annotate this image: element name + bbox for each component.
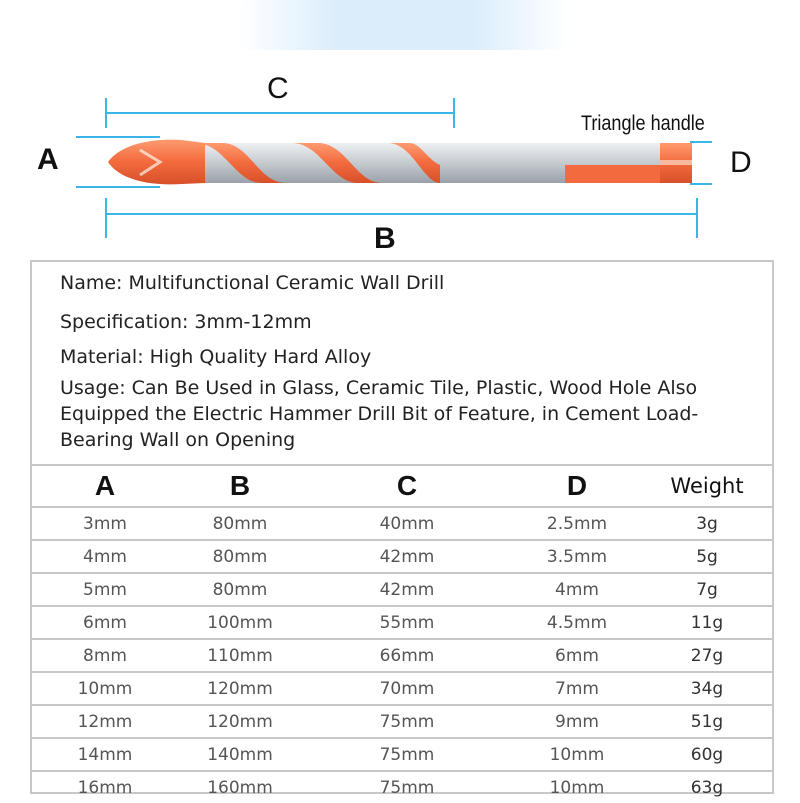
cell-weight: 34g	[642, 672, 772, 705]
cell-d: 3.5mm	[512, 540, 642, 573]
handle-band	[565, 165, 663, 183]
cell-b: 80mm	[178, 573, 302, 606]
cell-c: 42mm	[302, 540, 512, 573]
cell-b: 80mm	[178, 507, 302, 540]
cell-b: 120mm	[178, 705, 302, 738]
cell-a: 10mm	[32, 672, 178, 705]
cell-a: 16mm	[77, 777, 133, 798]
header-d: D	[512, 465, 642, 507]
table-row	[32, 639, 772, 672]
cell-weight: 5g	[642, 540, 772, 573]
table-row	[32, 573, 772, 606]
drill-flute-body	[170, 143, 440, 183]
diagram-label-d: D	[730, 146, 752, 179]
dimension-line-b	[106, 198, 697, 238]
cell-weight: 63g	[690, 777, 724, 798]
cell-b: 80mm	[178, 540, 302, 573]
diagram-label-a: A	[37, 143, 59, 176]
table-row	[32, 507, 772, 540]
table-row	[32, 705, 772, 738]
cell-d: 7mm	[512, 672, 642, 705]
cell-b: 160mm	[207, 777, 273, 798]
cell-d: 6mm	[512, 639, 642, 672]
header-weight: Weight	[642, 465, 772, 507]
cell-a: 14mm	[32, 738, 178, 771]
cell-a: 4mm	[32, 540, 178, 573]
cell-c: 66mm	[302, 639, 512, 672]
drill-tip	[108, 140, 205, 185]
diagram-label-c: C	[267, 72, 289, 105]
header-a: A	[32, 465, 178, 507]
triangle-handle-label: Triangle handle	[581, 112, 705, 135]
cell-a: 8mm	[32, 639, 178, 672]
header-b: B	[178, 465, 302, 507]
cell-b: 110mm	[178, 639, 302, 672]
cell-weight: 27g	[642, 639, 772, 672]
cell-c: 75mm	[302, 705, 512, 738]
diagram-label-b: B	[374, 222, 396, 255]
cell-d: 2.5mm	[512, 507, 642, 540]
dimension-line-d	[690, 142, 712, 184]
cell-b: 120mm	[178, 672, 302, 705]
cell-c: 42mm	[302, 573, 512, 606]
cell-a: 5mm	[32, 573, 178, 606]
cell-a: 12mm	[32, 705, 178, 738]
cell-b: 100mm	[178, 606, 302, 639]
table-header-row	[32, 465, 772, 507]
product-material: Material: High Quality Hard Alloy	[60, 346, 372, 368]
cell-weight: 3g	[642, 507, 772, 540]
cell-d: 10mm	[512, 738, 642, 771]
table-row	[32, 606, 772, 639]
table-row	[32, 738, 772, 771]
size-table	[32, 464, 772, 803]
table-row	[32, 771, 772, 803]
cell-a: 6mm	[32, 606, 178, 639]
cell-c: 70mm	[302, 672, 512, 705]
cell-weight: 11g	[642, 606, 772, 639]
cell-c: 75mm	[302, 738, 512, 771]
cell-d: 9mm	[512, 705, 642, 738]
cell-d: 4.5mm	[512, 606, 642, 639]
table-row	[32, 540, 772, 573]
header-c: C	[302, 465, 512, 507]
cell-a: 3mm	[32, 507, 178, 540]
cell-c: 40mm	[302, 507, 512, 540]
cell-weight: 7g	[642, 573, 772, 606]
cell-c: 55mm	[302, 606, 512, 639]
product-name: Name: Multifunctional Ceramic Wall Drill	[60, 272, 445, 294]
cell-c: 75mm	[379, 777, 435, 798]
spec-box	[30, 260, 774, 798]
cell-weight: 51g	[642, 705, 772, 738]
table-row	[32, 672, 772, 705]
cell-d: 4mm	[512, 573, 642, 606]
cell-b: 140mm	[178, 738, 302, 771]
cell-d: 10mm	[549, 777, 605, 798]
product-specification: Specification: 3mm-12mm	[60, 311, 312, 333]
product-usage: Usage: Can Be Used in Glass, Ceramic Tile, Plastic, Wood Hole Also Equipped the Electric Hammer Drill Bit of Feature, in Cement Load-Bearing Wall on Opening	[60, 377, 699, 451]
cell-weight: 60g	[642, 738, 772, 771]
